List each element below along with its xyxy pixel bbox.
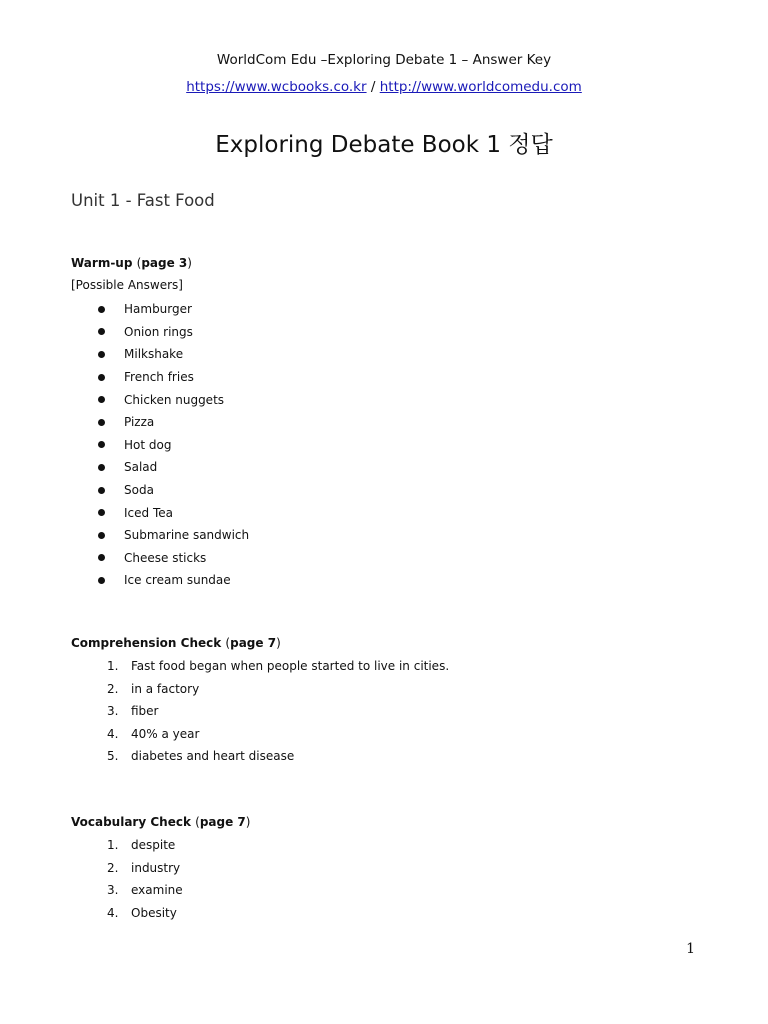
comprehension-list-item bbox=[107, 655, 449, 678]
item-number: 4. bbox=[107, 905, 119, 920]
link-separator: / bbox=[370, 79, 376, 95]
warmup-list-item bbox=[96, 411, 249, 434]
document-subtitle bbox=[0, 52, 768, 68]
item-text: diabetes and heart disease bbox=[131, 749, 295, 764]
warmup-list-item bbox=[96, 456, 249, 479]
warmup-list-item bbox=[96, 547, 249, 570]
vocabulary-page-ref: (page 7) bbox=[195, 815, 251, 829]
item-number: 2. bbox=[107, 860, 119, 875]
warmup-list-item bbox=[96, 388, 249, 411]
warmup-item-text: Chicken nuggets bbox=[124, 392, 225, 407]
item-number: 3. bbox=[107, 883, 119, 898]
warmup-list-item bbox=[96, 321, 249, 344]
wcbooks-link[interactable]: https://www.wcbooks.co.kr bbox=[186, 79, 367, 95]
warmup-heading-label: Warm-up bbox=[71, 256, 133, 270]
warmup-page-ref: (page 3) bbox=[136, 256, 192, 270]
warmup-item-text: Cheese sticks bbox=[124, 550, 207, 565]
bullet-icon bbox=[98, 487, 105, 494]
item-text: Fast food began when people started to live in cities. bbox=[131, 659, 450, 674]
warmup-item-text: Salad bbox=[124, 460, 158, 475]
comprehension-list-item bbox=[107, 678, 449, 701]
comprehension-heading bbox=[71, 636, 281, 650]
warmup-item-text: Onion rings bbox=[124, 324, 193, 339]
item-number: 1. bbox=[107, 838, 119, 853]
warmup-item-text: Soda bbox=[124, 483, 154, 498]
vocabulary-heading-label: Vocabulary Check bbox=[71, 815, 191, 829]
item-text: fiber bbox=[131, 704, 159, 719]
warmup-list-item bbox=[96, 501, 249, 524]
warmup-item-text: Ice cream sundae bbox=[124, 573, 231, 588]
warmup-answer-list bbox=[96, 298, 249, 592]
bullet-icon bbox=[98, 509, 105, 516]
warmup-list-item bbox=[96, 569, 249, 592]
warmup-item-text: Hamburger bbox=[124, 302, 192, 317]
item-number: 3. bbox=[107, 704, 119, 719]
bullet-icon bbox=[98, 441, 105, 448]
subtitle-text: WorldCom Edu –Exploring Debate 1 – Answer Key bbox=[216, 52, 552, 68]
item-text: despite bbox=[131, 838, 176, 853]
item-number: 1. bbox=[107, 659, 119, 674]
bullet-icon bbox=[98, 577, 105, 584]
warmup-item-text: Iced Tea bbox=[124, 505, 173, 520]
header-links bbox=[0, 79, 768, 95]
vocabulary-heading bbox=[71, 815, 250, 829]
unit-heading: Unit 1 - Fast Food bbox=[71, 191, 215, 210]
warmup-item-text: Hot dog bbox=[124, 437, 172, 452]
item-number: 2. bbox=[107, 681, 119, 696]
warmup-list-item bbox=[96, 434, 249, 457]
warmup-item-text: French fries bbox=[124, 370, 194, 385]
item-number: 4. bbox=[107, 726, 119, 741]
vocabulary-answer-list bbox=[107, 834, 183, 924]
item-text: in a factory bbox=[131, 681, 200, 696]
worldcomedu-link[interactable]: http://www.worldcomedu.com bbox=[379, 79, 582, 95]
bullet-icon bbox=[98, 396, 105, 403]
bullet-icon bbox=[98, 328, 105, 335]
bullet-icon bbox=[98, 532, 105, 539]
possible-answers-note: [Possible Answers] bbox=[71, 278, 183, 292]
item-text: Obesity bbox=[131, 905, 177, 920]
bullet-icon bbox=[98, 306, 105, 313]
comprehension-list-item bbox=[107, 723, 449, 746]
item-text: examine bbox=[131, 883, 183, 898]
page-title: Exploring Debate Book 1 정답 bbox=[215, 132, 553, 158]
item-text: 40% a year bbox=[131, 726, 200, 741]
comprehension-heading-label: Comprehension Check bbox=[71, 636, 222, 650]
bullet-icon bbox=[98, 554, 105, 561]
bullet-icon bbox=[98, 374, 105, 381]
item-number: 5. bbox=[107, 749, 119, 764]
warmup-list-item bbox=[96, 479, 249, 502]
bullet-icon bbox=[98, 351, 105, 358]
warmup-list-item bbox=[96, 343, 249, 366]
bullet-icon bbox=[98, 464, 105, 471]
warmup-item-text: Pizza bbox=[124, 415, 155, 430]
warmup-list-item bbox=[96, 524, 249, 547]
comprehension-answer-list bbox=[107, 655, 449, 768]
vocabulary-list-item bbox=[107, 879, 183, 902]
warmup-heading bbox=[71, 256, 192, 270]
item-text: industry bbox=[131, 860, 181, 875]
page-number: 1 bbox=[686, 941, 695, 957]
warmup-list-item bbox=[96, 366, 249, 389]
vocabulary-list-item bbox=[107, 857, 183, 880]
vocabulary-list-item bbox=[107, 902, 183, 925]
warmup-list-item bbox=[96, 298, 249, 321]
vocabulary-list-item bbox=[107, 834, 183, 857]
warmup-item-text: Submarine sandwich bbox=[124, 528, 250, 543]
comprehension-list-item bbox=[107, 745, 449, 768]
bullet-icon bbox=[98, 419, 105, 426]
warmup-item-text: Milkshake bbox=[124, 347, 184, 362]
comprehension-page-ref: (page 7) bbox=[225, 636, 281, 650]
comprehension-list-item bbox=[107, 700, 449, 723]
